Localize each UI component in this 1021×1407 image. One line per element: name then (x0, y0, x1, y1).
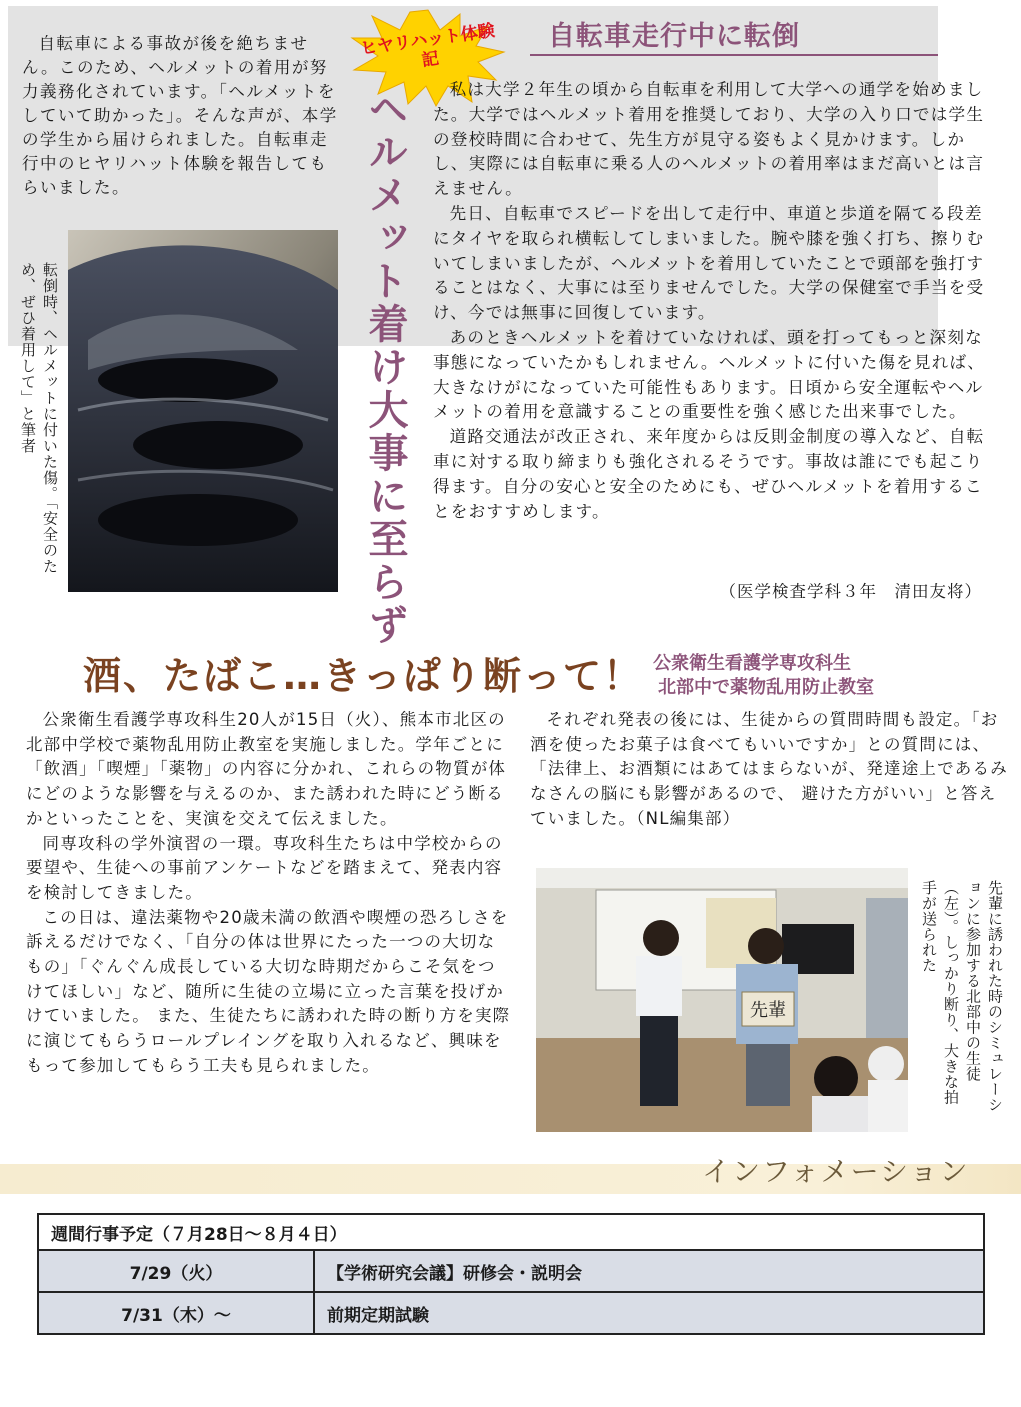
second-article-kicker (592, 652, 912, 700)
headline-divider (530, 54, 938, 56)
classroom-photo (536, 868, 908, 1132)
top-article-body (433, 78, 993, 524)
article-paragraph: この日は、違法薬物や20歳未満の飲酒や喫煙の恐ろしさを訴えるだけでなく、「自分の体は世界にたった一つの大切なもの」「ぐんぐん成長している大切な時期だからこそ気をつけてほしい」など、随所に生徒の立場に立った言葉を投げかけていました。 また、生徒たちに誘われた時の断り方を実際に演じてもらうロールプレイングを取り入れるなど、興味をもって参加してもらう工夫も見られました。 (26, 907, 511, 1075)
helmet-photo (68, 230, 338, 592)
helmet-photo-caption: 転倒時、ヘルメットに付いた傷。「安全のため、ぜひ着用して」と筆者 (19, 262, 59, 575)
top-paragraph: あのときヘルメットを着けていなければ、頭を打ってもっと深刻な事態になっていたかもしれません。ヘルメットに付いた傷を見れば、大きなけがになっていた可能性もあります。日頃から安全運転やヘルメットの着用を意識することの重要性を強く感じた出来事でした。 (433, 327, 986, 422)
article-paragraph: 公衆衛生看護学専攻科生20人が15日（火）、熊本市北区の北部中学校で薬物乱用防止教室を実施しました。学年ごとに「飲酒」「喫煙」「薬物」の内容に分かれ、これらの物質が体にどのような影響を与えるのか、また誘われた時にどう断るかといったことを、実演を交えて伝えました。 (26, 710, 507, 828)
schedule-header-row (38, 1214, 984, 1250)
weekly-schedule-table (37, 1213, 985, 1335)
top-paragraph: 先日、自転車でスピードを出して走行中、車道と歩道を隔てる段差にタイヤを取られ横転してしまいました。腕や膝を強く打ち、擦りむいてしまいましたが、ヘルメットを着用していたことで頭部を強打することはなく、大事には至りませんでした。大学の保健室で手当を受け、今では無事に回復しています。 (433, 203, 985, 323)
second-article-left-column (26, 708, 511, 1079)
classroom-photo-caption: 先輩に誘われた時のシミュレーションに参加する北部中の生徒（左）。しっかり断り、大きな拍手が送られた (920, 880, 1004, 1113)
second-article-headline: 酒、たばこ…きっぱり断って！ (83, 654, 644, 698)
schedule-event: 【学術研究会議】研修会・説明会 (314, 1250, 984, 1292)
senpai-sign-text: 先輩 (750, 1000, 786, 1021)
schedule-event: 前期定期試験 (314, 1292, 984, 1334)
top-paragraph: 私は大学２年生の頃から自転車を利用して大学への通学を始めました。大学ではヘルメット着用を推奨しており、大学の入り口では学生の登校時間に合わせて、先生方が見守る姿もよく見かけます。しかし、実際には自転車に乗る人のヘルメットの着用率はまだ高いとは言えません。 (433, 80, 985, 199)
top-article-vertical-title: ヘルメット着け大事に至らず (362, 88, 408, 647)
schedule-header: 週間行事予定（７月28日～８月４日） (38, 1214, 984, 1250)
schedule-date: 7/31（木）～ (38, 1292, 314, 1334)
second-article-right-column (530, 708, 1010, 832)
table-row (38, 1292, 984, 1334)
table-row (38, 1250, 984, 1292)
top-article-intro: 自転車による事故が後を絶ちません。このため、ヘルメットの着用が努力義務化されています。「ヘルメットをしていて助かった」。そんな声が、本学の学生から届けられました。自転車走行中のヒヤリハット体験を報告してもらいました。 (22, 34, 338, 197)
article-paragraph: 同専攻科の学外演習の一環。専攻科生たちは中学校からの要望や、生徒への事前アンケートなどを踏まえて、発表内容を検討してきました。 (26, 833, 503, 902)
article-paragraph: それぞれ発表の後には、生徒からの質問時間も設定。「お酒を使ったお菓子は食べてもいいですか」との質問には、「法律上、お酒類にはあてはまらないが、発達途上であるみなさんの脳にも影響があるので、 避けた方がいい」と答えていました。（NL編集部） (530, 710, 1008, 828)
top-article-headline: 自転車走行中に転倒 (548, 21, 800, 52)
information-title: インフォメーション (702, 1155, 970, 1188)
kicker-line: 公衆衛生看護学専攻科生 (653, 653, 851, 674)
kicker-line: 北部中で薬物乱用防止教室 (658, 677, 874, 698)
top-article-signature: （医学検査学科３年 清田友将） (719, 582, 982, 601)
schedule-date: 7/29（火） (38, 1250, 314, 1292)
top-paragraph: 道路交通法が改正され、来年度からは反則金制度の導入など、自転車に対する取り締まりも強化されるそうです。事故は誰にでも起こり得ます。自分の安心と安全のためにも、ぜひヘルメットを着用することをおすすめします。 (433, 427, 985, 521)
badge-label: ヒヤリハット体験記 (359, 20, 497, 71)
